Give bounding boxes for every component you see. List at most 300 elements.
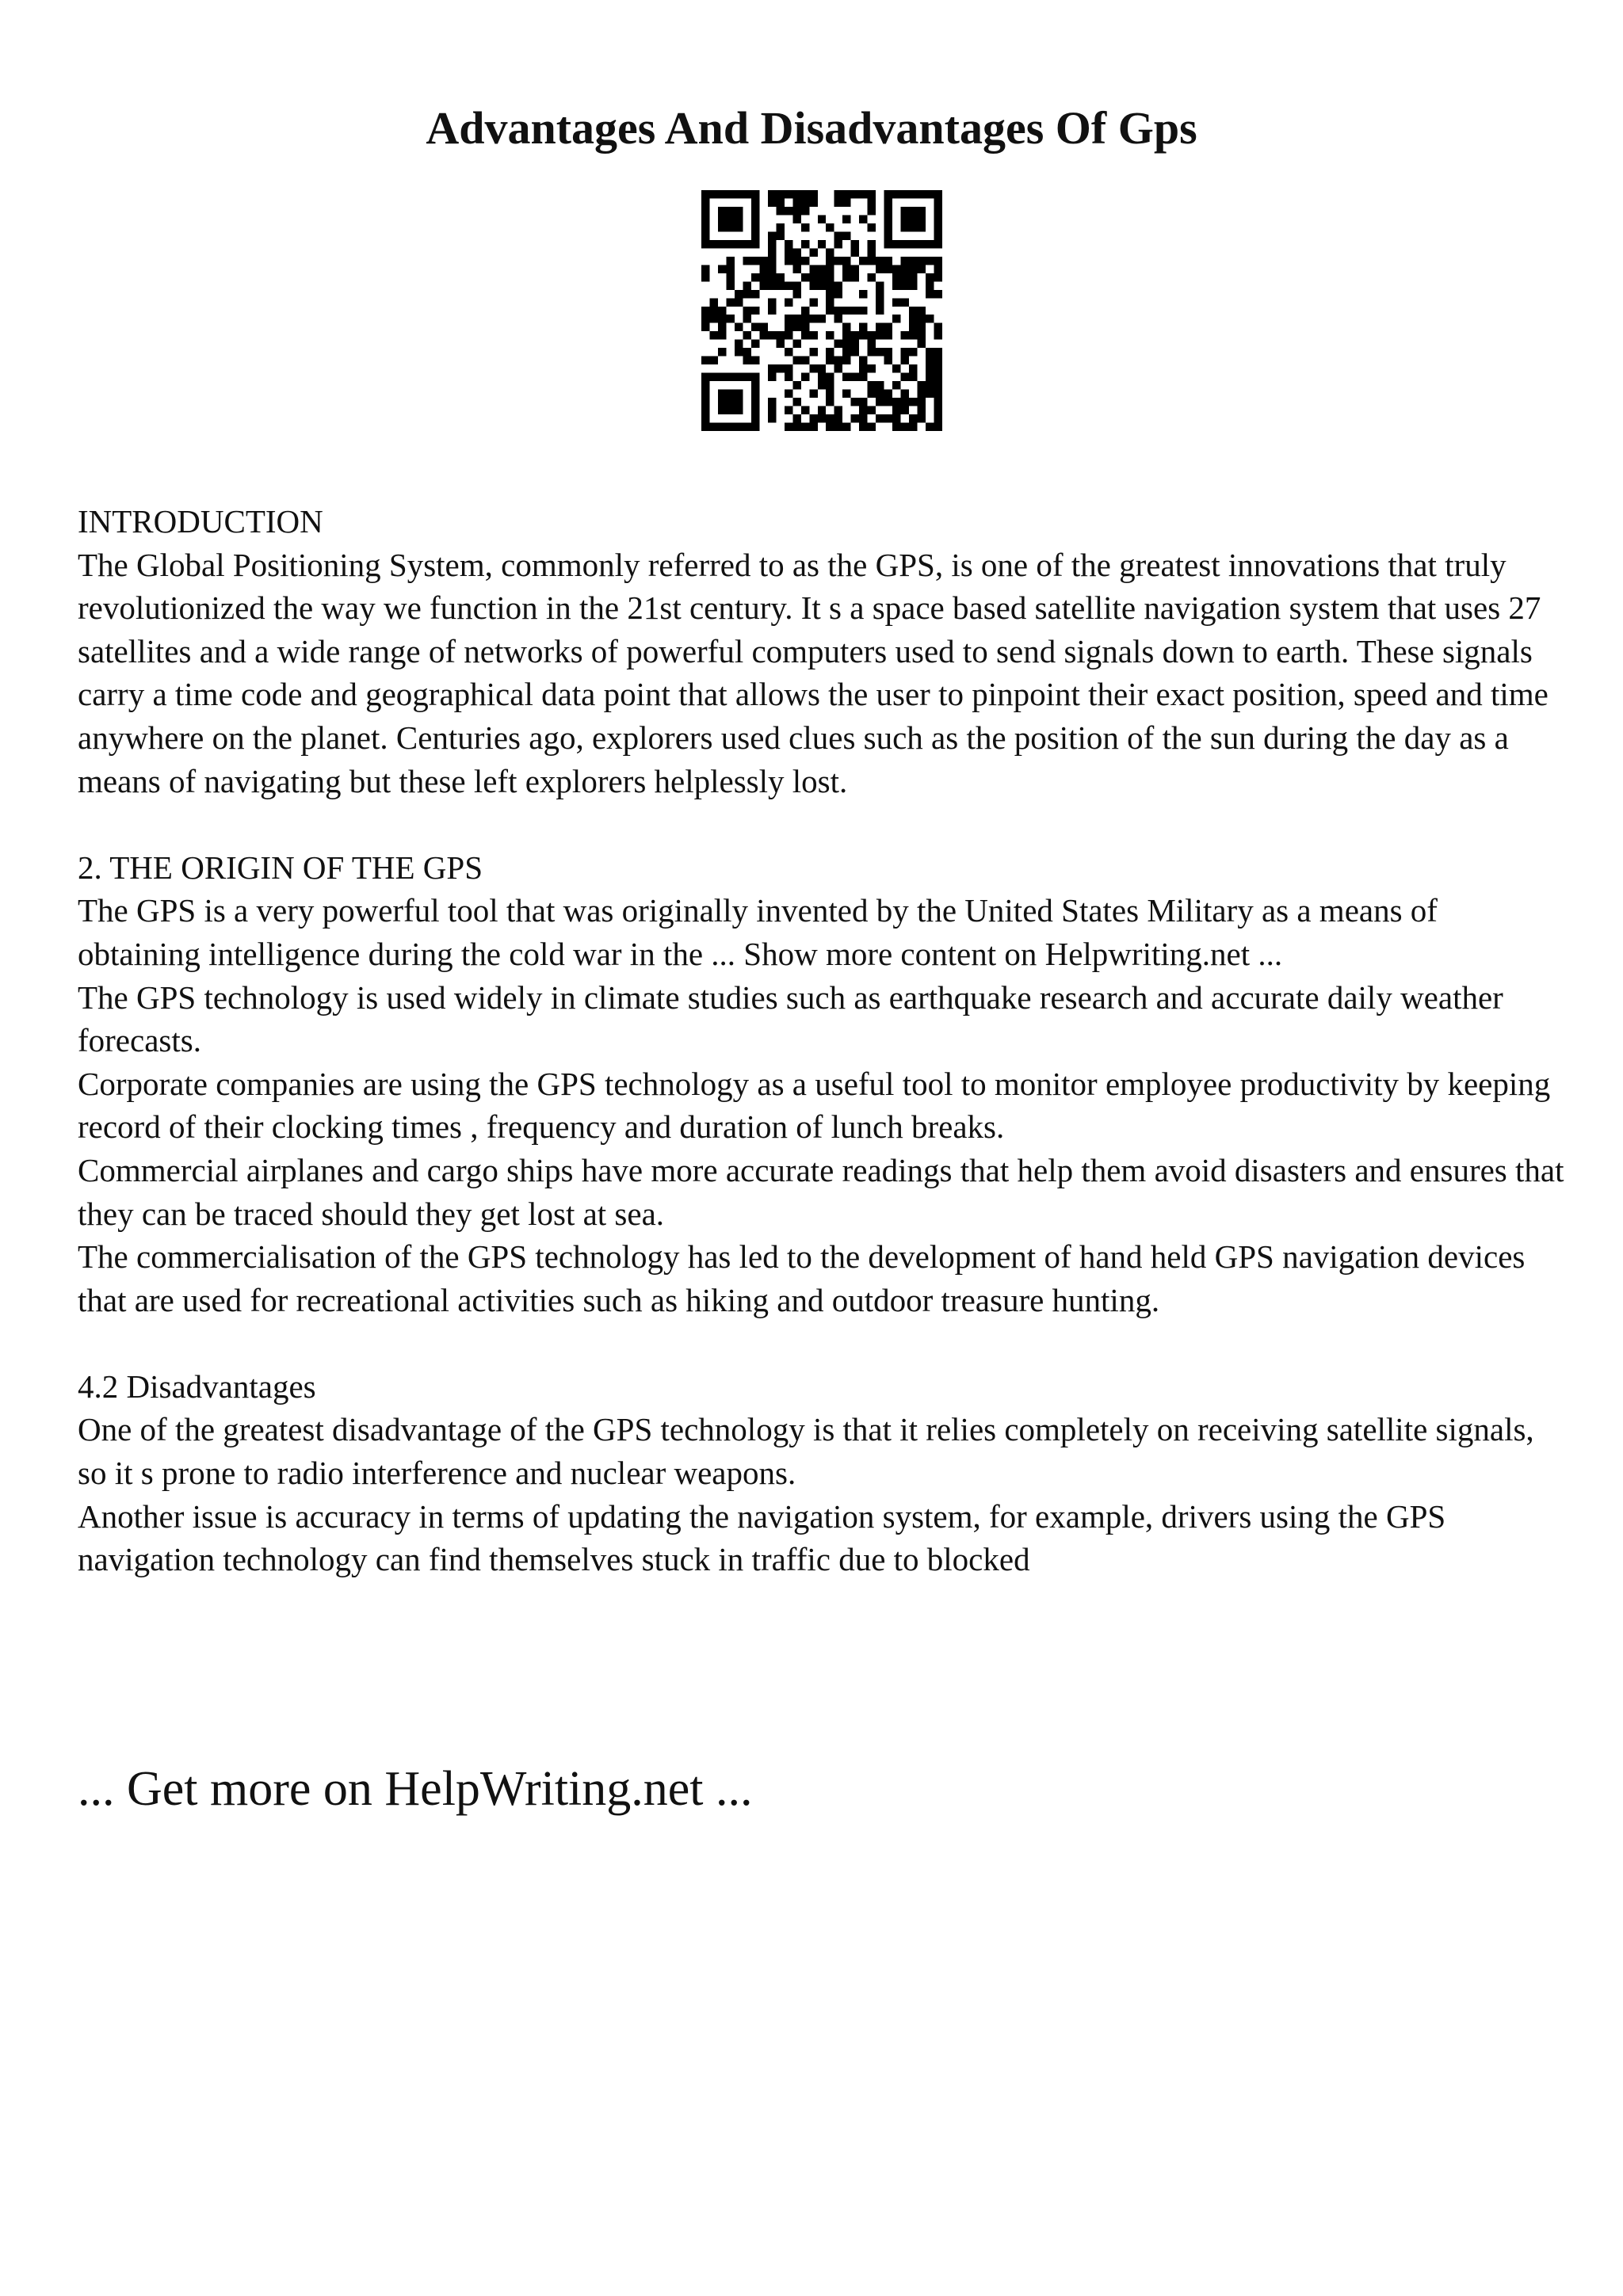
qr-module [934,331,942,339]
qr-module [718,423,726,431]
qr-module [768,307,776,315]
qr-module [884,240,892,248]
qr-module [743,348,750,356]
qr-module [884,331,892,339]
qr-module [918,381,926,389]
qr-module [776,364,784,372]
qr-module [801,273,809,281]
qr-module [926,290,934,298]
qr-module [901,398,909,406]
paragraph-gap [78,1322,1568,1365]
qr-module [892,273,900,281]
qr-module [934,265,942,273]
qr-module [768,373,776,381]
qr-module [751,373,759,381]
qr-module [909,398,917,406]
qr-module [801,240,809,248]
qr-module [735,373,743,381]
qr-module [726,281,734,289]
qr-module [901,423,909,431]
qr-module [926,364,934,372]
qr-module [909,240,917,248]
qr-module [751,231,759,239]
qr-module [859,257,867,265]
qr-module [743,257,750,265]
qr-module [868,423,876,431]
qr-module [701,406,709,414]
qr-module [768,257,776,265]
qr-module [709,357,717,364]
qr-module [785,406,792,414]
qr-module [901,257,909,265]
qr-module [776,340,784,348]
qr-module [901,390,909,398]
qr-module [768,265,776,273]
qr-module [792,265,800,273]
qr-module [785,323,792,331]
qr-module [834,257,842,265]
qr-module [851,273,859,281]
qr-module [901,207,909,215]
qr-module [842,340,850,348]
paragraph-gap [78,803,1568,846]
qr-module [818,240,826,248]
qr-module [851,240,859,248]
qr-module [776,273,784,281]
qr-module [842,331,850,339]
qr-module [792,423,800,431]
qr-module [785,240,792,248]
qr-module [926,315,934,322]
qr-module [801,307,809,315]
qr-module [826,373,834,381]
qr-module [701,414,709,422]
qr-module [751,340,759,348]
qr-module [701,273,709,281]
qr-module [768,298,776,306]
qr-module [892,315,900,322]
qr-module [918,240,926,248]
qr-module [809,331,817,339]
qr-module [859,406,867,414]
qr-module [768,331,776,339]
qr-module [884,265,892,273]
qr-module [751,198,759,206]
qr-module [701,231,709,239]
qr-module [868,331,876,339]
qr-module [834,190,842,198]
qr-module [785,315,792,322]
qr-module [842,423,850,431]
qr-module [826,257,834,265]
qr-module [859,398,867,406]
qr-module [851,348,859,356]
qr-module [785,248,792,256]
qr-code-graphic [701,190,942,431]
qr-module [743,290,750,298]
qr-module [792,315,800,322]
qr-module [876,323,884,331]
qr-module [842,198,850,206]
qr-module [868,364,876,372]
qr-module [909,257,917,265]
qr-module [718,265,726,273]
qr-module [934,364,942,372]
qr-module [901,190,909,198]
qr-module [792,281,800,289]
qr-module [809,423,817,431]
qr-module [826,357,834,364]
qr-module [818,373,826,381]
qr-module [826,423,834,431]
qr-module [726,398,734,406]
qr-module [801,315,809,322]
qr-module [751,257,759,265]
qr-module [792,381,800,389]
qr-module [718,240,726,248]
qr-module [818,215,826,223]
qr-module [909,281,917,289]
qr-module [751,381,759,389]
qr-module [726,273,734,281]
qr-module [826,348,834,356]
qr-module [859,215,867,223]
qr-module [842,390,850,398]
qr-module [726,223,734,231]
qr-module [859,364,867,372]
qr-module [751,323,759,331]
qr-module [726,215,734,223]
qr-module [776,231,784,239]
qr-module [743,357,750,364]
qr-module [826,414,834,422]
qr-module [918,315,926,322]
qr-module [768,273,776,281]
qr-module [851,265,859,273]
qr-module [868,348,876,356]
qr-module [934,231,942,239]
qr-module [934,240,942,248]
qr-module [868,273,876,281]
qr-module [892,281,900,289]
qr-module [718,190,726,198]
qr-module [801,406,809,414]
qr-module [884,198,892,206]
qr-module [735,215,743,223]
qr-module [909,348,917,356]
qr-module [859,307,867,315]
qr-module [918,257,926,265]
qr-module [909,323,917,331]
qr-module [818,265,826,273]
qr-module [701,198,709,206]
qr-module [826,273,834,281]
qr-module [892,381,900,389]
qr-module [818,381,826,389]
qr-module [818,364,826,372]
qr-module [768,281,776,289]
qr-module [701,207,709,215]
qr-module [792,290,800,298]
qr-module [785,348,792,356]
qr-module [884,215,892,223]
qr-module [735,406,743,414]
paragraph-introduction: The Global Positioning System, commonly referred to as the GPS, is one of the greatest innovations that truly revolutionized the way we function in the 21st century. It s a space based satellite navigation system that uses 27 satellites and a wide range of networks of powerful computers used to send signals down to earth. These signals carry a time code and geographical data point that allows the user to pinpoint their exact position, speed and time anywhere on the planet. Centuries ago, explorers used clues such as the position of the sun during the day as a means of navigating but these left explorers helplessly lost. [78,546,1549,799]
qr-module [901,223,909,231]
qr-module [718,390,726,398]
qr-module [768,406,776,414]
qr-module [842,373,850,381]
qr-module [768,190,776,198]
qr-module [892,240,900,248]
qr-module [718,373,726,381]
qr-module [826,381,834,389]
qr-module [718,406,726,414]
qr-module [801,323,809,331]
qr-module [934,398,942,406]
qr-module [785,257,792,265]
qr-module [918,390,926,398]
qr-module [934,414,942,422]
qr-module [726,390,734,398]
qr-module [792,340,800,348]
qr-module [776,198,784,206]
qr-module [735,190,743,198]
qr-module [792,215,800,223]
qr-module [892,364,900,372]
qr-module [909,265,917,273]
qr-module [726,190,734,198]
qr-module [918,331,926,339]
qr-module [701,223,709,231]
qr-module [701,423,709,431]
qr-module [884,190,892,198]
qr-module [726,423,734,431]
qr-module [801,331,809,339]
qr-module [851,248,859,256]
qr-module [701,398,709,406]
qr-module [718,323,726,331]
qr-module [801,207,809,215]
qr-module [792,398,800,406]
qr-module [876,298,884,306]
qr-module [726,240,734,248]
qr-module [701,373,709,381]
qr-module [776,207,784,215]
document-body [78,500,1568,1581]
qr-module [735,348,743,356]
qr-module [926,348,934,356]
qr-module [868,381,876,389]
qr-module [718,331,726,339]
qr-module [934,423,942,431]
qr-module [801,373,809,381]
qr-module [726,265,734,273]
qr-module [759,281,767,289]
qr-module [801,257,809,265]
qr-module [743,281,750,289]
qr-module [859,290,867,298]
qr-module [792,248,800,256]
qr-module [818,414,826,422]
qr-module [909,315,917,322]
qr-module [934,323,942,331]
qr-module [892,414,900,422]
qr-module [826,290,834,298]
qr-module [701,357,709,364]
qr-module [809,190,817,198]
qr-module [826,248,834,256]
qr-module [809,273,817,281]
qr-code-icon [701,190,942,431]
qr-module [701,265,709,273]
qr-module [735,207,743,215]
qr-module [834,290,842,298]
qr-module [826,223,834,231]
paragraph-origin: The GPS is a very powerful tool that was originally invented by the United States Military as a means of obtaining intelligence during the cold war in the ... Show more content on Helpwriting.net ... [78,892,1438,972]
qr-module [792,414,800,422]
qr-module [726,207,734,215]
qr-module [842,273,850,281]
qr-module [901,406,909,414]
qr-module [826,331,834,339]
qr-module [892,265,900,273]
qr-module [842,265,850,273]
qr-module [909,215,917,223]
qr-module [834,364,842,372]
qr-module [868,340,876,348]
qr-module [842,215,850,223]
qr-module [834,315,842,322]
qr-module [884,390,892,398]
qr-module [726,406,734,414]
qr-module [868,207,876,215]
qr-module [735,323,743,331]
qr-module [901,373,909,381]
qr-module [859,331,867,339]
qr-module [718,348,726,356]
qr-module [876,307,884,315]
qr-module [726,315,734,322]
qr-module [735,423,743,431]
qr-module [859,373,867,381]
qr-module [768,364,776,372]
qr-module [818,281,826,289]
qr-module [809,414,817,422]
qr-module [743,373,750,381]
qr-module [901,273,909,281]
qr-module [868,240,876,248]
qr-module [851,373,859,381]
qr-module [868,248,876,256]
qr-module [726,298,734,306]
qr-module [735,340,743,348]
qr-module [826,307,834,315]
qr-module [918,215,926,223]
qr-module [926,257,934,265]
qr-module [934,273,942,281]
qr-module [809,315,817,322]
qr-module [735,398,743,406]
qr-module [868,406,876,414]
qr-module [859,323,867,331]
qr-module [884,414,892,422]
qr-module [842,231,850,239]
qr-module [834,423,842,431]
qr-module [884,223,892,231]
qr-module [834,357,842,364]
qr-module [834,406,842,414]
qr-module [759,257,767,265]
qr-module [768,231,776,239]
qr-module [709,190,717,198]
qr-module [892,423,900,431]
qr-module [809,364,817,372]
qr-module [709,240,717,248]
qr-module [918,414,926,422]
qr-module [709,373,717,381]
qr-module [776,223,784,231]
qr-module [842,323,850,331]
qr-module [709,307,717,315]
qr-module [934,257,942,265]
qr-module [809,298,817,306]
section-heading-origin: 2. THE ORIGIN OF THE GPS [78,849,483,886]
qr-module [909,273,917,281]
section-heading-introduction: INTRODUCTION [78,503,323,540]
qr-module [934,190,942,198]
qr-module [834,414,842,422]
paragraph-commercialisation: The commercialisation of the GPS technology has led to the development of hand held GPS navigation devices that are used for recreational activities such as hiking and outdoor treasure hunting. [78,1238,1526,1318]
page-title: Advantages And Disadvantages Of Gps [426,102,1197,154]
qr-module [701,315,709,322]
qr-module [768,398,776,406]
qr-module [859,357,867,364]
qr-module [751,423,759,431]
qr-module [926,373,934,381]
qr-module [834,198,842,206]
qr-module [918,340,926,348]
qr-module [726,373,734,381]
qr-module [901,240,909,248]
qr-module [826,390,834,398]
qr-module [735,390,743,398]
qr-module [809,390,817,398]
qr-module [901,281,909,289]
qr-module [834,240,842,248]
qr-module [792,207,800,215]
qr-module [785,331,792,339]
qr-module [834,281,842,289]
qr-module [926,381,934,389]
qr-module [718,315,726,322]
qr-module [876,348,884,356]
qr-module [735,223,743,231]
qr-module [934,290,942,298]
qr-module [842,257,850,265]
qr-module [809,265,817,273]
qr-module [701,240,709,248]
qr-module [934,215,942,223]
qr-module [735,240,743,248]
footer-link[interactable]: ... Get more on HelpWriting.net ... [78,1762,753,1816]
qr-module [785,190,792,198]
qr-module [909,414,917,422]
qr-module [851,398,859,406]
qr-module [876,381,884,389]
qr-module [809,248,817,256]
qr-module [718,207,726,215]
